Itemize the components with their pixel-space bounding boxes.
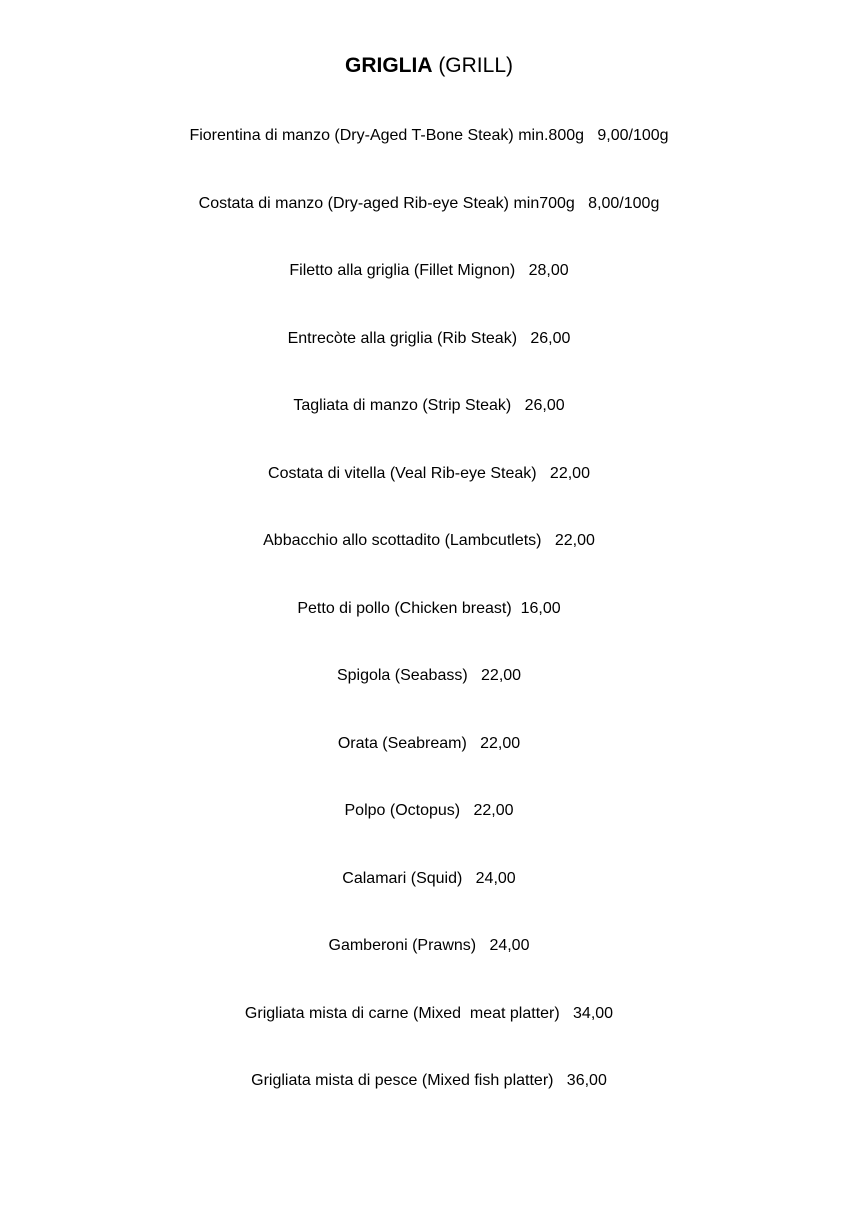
menu-item: Entrecòte alla griglia (Rib Steak) 26,00 <box>287 329 571 347</box>
menu-item: Spigola (Seabass) 22,00 <box>336 667 522 684</box>
menu-item: Costata di manzo (Dry-aged Rib-eye Steak) min700g 8,00/100g <box>198 194 660 212</box>
menu-item: Tagliata di manzo (Strip Steak) 26,00 <box>293 397 565 414</box>
menu-item: Petto di pollo (Chicken breast) 16,00 <box>297 599 561 617</box>
menu-item: Costata di vitella (Veal Rib-eye Steak) 22,00 <box>268 464 590 482</box>
menu-item: Orata (Seabream) 22,00 <box>337 734 521 752</box>
menu-item: Calamari (Squid) 24,00 <box>342 869 516 887</box>
menu-item: Filetto alla griglia (Fillet Mignon) 28,00 <box>289 262 569 279</box>
section-title-sub: (GRILL) <box>432 54 513 77</box>
menu-item: Polpo (Octopus) 22,00 <box>344 802 514 819</box>
menu-item: Grigliata mista di pesce (Mixed fish platter) 36,00 <box>251 1072 607 1089</box>
section-title-main: GRIGLIA <box>344 54 433 77</box>
menu-item: Fiorentina di manzo (Dry-Aged T-Bone Steak) min.800g 9,00/100g <box>189 127 669 144</box>
menu-items-list <box>0 125 858 1138</box>
menu-item: Gamberoni (Prawns) 24,00 <box>328 937 530 954</box>
menu-item: Grigliata mista di carne (Mixed meat platter) 34,00 <box>244 1004 614 1022</box>
menu-section-title <box>0 52 858 80</box>
menu-item: Abbacchio allo scottadito (Lambcutlets) 22,00 <box>263 532 595 549</box>
